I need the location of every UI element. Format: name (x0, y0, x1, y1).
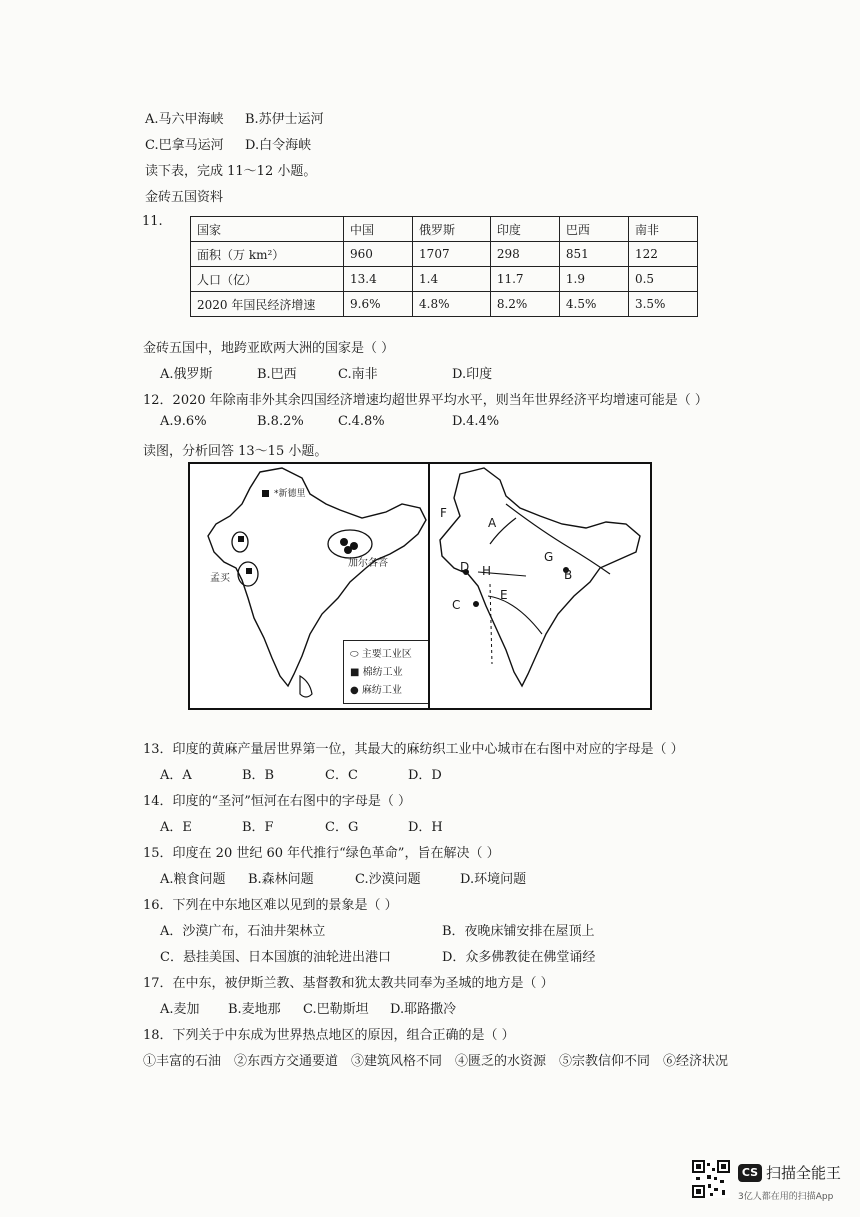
q12-option-b: B.8.2% (257, 414, 304, 429)
table-cell: 面积（万 km²） (191, 242, 344, 267)
q11-number: 11. (142, 214, 163, 229)
map-letter-h: H (482, 564, 492, 578)
q11-option-b: B.巴西 (257, 367, 297, 382)
q16-option-c: C．悬挂美国、日本国旗的油轮进出港口 (160, 950, 391, 965)
map-letter-f: F (440, 506, 447, 520)
ellipse-icon: ⬭ (350, 649, 362, 660)
table-cell: 中国 (344, 217, 413, 242)
q18-items: ①丰富的石油 ②东西方交通要道 ③建筑风格不同 ④匮乏的水资源 ⑤宗教信仰不同 ⑥经济状况 (143, 1054, 729, 1069)
q12-option-c: C.4.8% (338, 414, 385, 429)
q18-stem: 18．下列关于中东成为世界热点地区的原因，组合正确的是（ ） (143, 1028, 515, 1043)
table-cell: 3.5% (628, 292, 697, 317)
q13-option-c: C．C (325, 768, 358, 783)
q11-option-d: D.印度 (452, 367, 493, 382)
intro-13-15: 读图，分析回答 13～15 小题。 (143, 444, 328, 459)
q11-option-c: C.南非 (338, 367, 378, 382)
table-cell: 1.4 (413, 267, 491, 292)
table-cell: 8.2% (490, 292, 559, 317)
table-cell: 人口（亿） (191, 267, 344, 292)
table-row (191, 267, 698, 292)
table-cell: 俄罗斯 (413, 217, 491, 242)
table-cell: 9.6% (344, 292, 413, 317)
table-row (191, 242, 698, 267)
q17-option-d: D.耶路撒冷 (390, 1002, 457, 1017)
q14-option-d: D．H (408, 820, 443, 835)
table-cell: 4.5% (559, 292, 628, 317)
q17-option-c: C.巴勒斯坦 (303, 1002, 369, 1017)
map-letter-e: E (500, 588, 508, 602)
legend-item-industrial-zone: ⬭ 主要工业区 (350, 649, 412, 660)
q15-option-d: D.环境问题 (460, 872, 527, 887)
q16-option-a: A．沙漠广布，石油井架林立 (160, 924, 326, 939)
q13-option-a: A．A (160, 768, 192, 783)
camscanner-name: 扫描全能王 (766, 1164, 842, 1182)
q12-stem: 12．2020 年除南非外其余四国经济增速均超世界平均水平，则当年世界经济平均增速可能是（ ） (143, 393, 708, 408)
camscanner-logo: CS (738, 1164, 762, 1182)
table-cell: 4.8% (413, 292, 491, 317)
india-rivers-map (428, 462, 652, 710)
table-cell: 国家 (191, 217, 344, 242)
q11-option-a: A.俄罗斯 (160, 367, 213, 382)
q15-option-b: B.森林问题 (248, 872, 314, 887)
q16-option-b: B．夜晚床铺安排在屋顶上 (442, 924, 595, 939)
q10-option-d: D.白令海峡 (245, 138, 312, 153)
place-label-kolkata: 加尔各答 (348, 558, 388, 569)
q13-option-d: D．D (408, 768, 442, 783)
legend-item-cotton: ■ 棉纺工业 (350, 667, 403, 678)
q17-option-a: A.麦加 (160, 1002, 200, 1017)
map-letter-b: B (564, 568, 573, 582)
table-cell: 11.7 (490, 267, 559, 292)
table-cell: 122 (628, 242, 697, 267)
q15-stem: 15．印度在 20 世纪 60 年代推行“绿色革命”，旨在解决（ ） (143, 846, 500, 861)
table-cell: 298 (490, 242, 559, 267)
table-cell: 2020 年国民经济增速 (191, 292, 344, 317)
q16-stem: 16．下列在中东地区难以见到的景象是（ ） (143, 898, 398, 913)
map-legend (343, 640, 429, 704)
table-cell: 巴西 (559, 217, 628, 242)
table-title: 金砖五国资料 (145, 190, 224, 205)
q12-option-a: A.9.6% (160, 414, 207, 429)
q13-option-b: B．B (242, 768, 275, 783)
table-cell: 851 (559, 242, 628, 267)
q17-stem: 17．在中东，被伊斯兰教、基督教和犹太教共同奉为圣城的地方是（ ） (143, 976, 554, 991)
table-cell: 1707 (413, 242, 491, 267)
q12-option-d: D.4.4% (452, 414, 500, 429)
india-outline-right (430, 464, 650, 708)
q14-stem: 14．印度的“圣河”恒河在右图中的字母是（ ） (143, 794, 411, 809)
table-cell: 13.4 (344, 267, 413, 292)
table-cell: 0.5 (628, 267, 697, 292)
table-cell: 南非 (628, 217, 697, 242)
legend-item-jute: ● 麻纺工业 (350, 685, 402, 696)
q16-option-d: D．众多佛教徒在佛堂诵经 (442, 950, 596, 965)
intro-11-12: 读下表，完成 11～12 小题。 (145, 164, 317, 179)
q14-option-c: C．G (325, 820, 359, 835)
q17-option-b: B.麦地那 (228, 1002, 281, 1017)
dot-icon: ● (350, 685, 362, 696)
square-icon: ■ (350, 667, 363, 678)
q10-option-c: C.巴拿马运河 (145, 138, 224, 153)
q14-option-a: A．E (160, 820, 192, 835)
q14-option-b: B．F (242, 820, 274, 835)
table-cell: 1.9 (559, 267, 628, 292)
india-industry-map (188, 462, 432, 710)
map-letter-a: A (488, 516, 497, 530)
brics-table (190, 216, 698, 317)
place-label-north: *新德里 (274, 489, 306, 499)
table-cell: 印度 (490, 217, 559, 242)
camscanner-tagline: 3亿人都在用的扫描App (738, 1192, 834, 1202)
q15-option-a: A.粮食问题 (160, 872, 226, 887)
place-label-mumbai: 孟买 (210, 573, 230, 584)
table-row (191, 292, 698, 317)
q13-stem: 13．印度的黄麻产量居世界第一位，其最大的麻纺织工业中心城市在右图中对应的字母是（ ） (143, 742, 684, 757)
map-letter-d: D (460, 560, 470, 574)
q10-option-a: A.马六甲海峡 (145, 112, 224, 127)
table-cell: 960 (344, 242, 413, 267)
q10-option-b: B.苏伊士运河 (245, 112, 324, 127)
q15-option-c: C.沙漠问题 (355, 872, 421, 887)
map-letter-c: C (452, 598, 461, 612)
q11-stem: 金砖五国中，地跨亚欧两大洲的国家是（ ） (143, 341, 395, 356)
qr-code-icon (692, 1160, 730, 1198)
map-letter-g: G (544, 550, 554, 564)
table-header-row (191, 217, 698, 242)
